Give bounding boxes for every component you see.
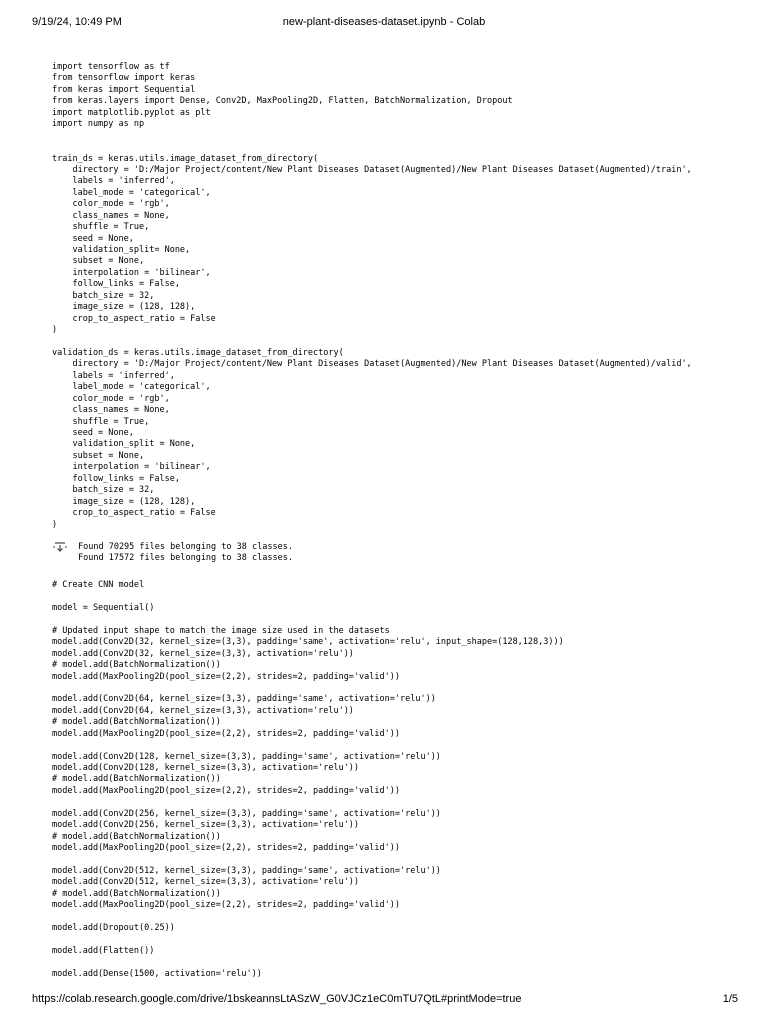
code-cell-cnn-model[interactable] (52, 580, 564, 980)
code-line: from tensorflow import keras (52, 73, 196, 84)
code-line (52, 957, 564, 968)
code-line: # Updated input shape to match the image size used in the datasets (52, 625, 390, 636)
code-line: label_mode = 'categorical', (52, 187, 211, 198)
code-line: batch_size = 32, (52, 290, 155, 301)
code-line: # model.add(BatchNormalization()) (52, 774, 221, 785)
code-line: label_mode = 'categorical', (52, 382, 211, 393)
code-line: follow_links = False, (52, 279, 180, 290)
code-line: model.add(Conv2D(256, kernel_size=(3,3), padding='same', activation='relu')) (52, 808, 441, 819)
code-line: model.add(Dense(1500, activation='relu')) (52, 968, 262, 979)
code-line: directory = 'D:/Major Project/content/New Plant Diseases Dataset(Augmented)/New Plant Diseases Dataset(Augmented)/valid', (52, 359, 692, 370)
code-line: model.add(Conv2D(64, kernel_size=(3,3), activation='relu')) (52, 705, 354, 716)
code-line (52, 683, 564, 694)
code-cell-imports-datasets[interactable] (52, 62, 692, 531)
code-line: seed = None, (52, 233, 134, 244)
code-line: shuffle = True, (52, 416, 150, 427)
code-line: labels = 'inferred', (52, 176, 175, 187)
code-line: model.add(MaxPooling2D(pool_size=(2,2), strides=2, padding='valid')) (52, 785, 400, 796)
page-url[interactable]: https://colab.research.google.com/drive/1bskeannsLtASzW_G0VJCz1eC0mTU7QtL#printMode=true (32, 993, 522, 1005)
page-number: 1/5 (722, 993, 738, 1005)
code-line: model.add(Conv2D(128, kernel_size=(3,3), padding='same', activation='relu')) (52, 751, 441, 762)
code-line: Found 70295 files belonging to 38 classes. (78, 542, 293, 552)
code-line: train_ds = keras.utils.image_dataset_from_directory( (52, 153, 319, 164)
code-line: model.add(MaxPooling2D(pool_size=(2,2), strides=2, padding='valid')) (52, 671, 400, 682)
code-line: model.add(Conv2D(64, kernel_size=(3,3), padding='same', activation='relu')) (52, 694, 436, 705)
code-line: labels = 'inferred', (52, 370, 175, 381)
code-line: model = Sequential() (52, 602, 155, 613)
output-toggle-icon[interactable] (52, 541, 68, 553)
cell-output (78, 542, 293, 564)
code-line (52, 142, 692, 153)
code-line: follow_links = False, (52, 473, 180, 484)
code-line: class_names = None, (52, 405, 170, 416)
code-line: # model.add(BatchNormalization()) (52, 831, 221, 842)
code-line: from keras import Sequential (52, 84, 196, 95)
code-line: color_mode = 'rgb', (52, 393, 170, 404)
code-line: model.add(Dropout(0.25)) (52, 923, 175, 934)
code-line: crop_to_aspect_ratio = False (52, 313, 216, 324)
code-line: import matplotlib.pyplot as plt (52, 107, 211, 118)
code-line: ) (52, 519, 58, 530)
code-line (52, 131, 692, 142)
code-line: seed = None, (52, 428, 134, 438)
code-line: model.add(Conv2D(128, kernel_size=(3,3), activation='relu')) (52, 763, 360, 773)
code-line: model.add(Conv2D(32, kernel_size=(3,3), padding='same', activation='relu', input_shape=(128,128,3))) (52, 637, 564, 648)
code-line: # model.add(BatchNormalization()) (52, 888, 221, 899)
code-line: image_size = (128, 128), (52, 496, 196, 507)
code-line: subset = None, (52, 256, 145, 267)
code-line: # Create CNN model (52, 580, 145, 590)
code-line: model.add(MaxPooling2D(pool_size=(2,2), strides=2, padding='valid')) (52, 728, 400, 739)
code-line: import numpy as np (52, 119, 145, 130)
code-line: image_size = (128, 128), (52, 302, 196, 313)
code-line (52, 591, 564, 602)
code-line: directory = 'D:/Major Project/content/New Plant Diseases Dataset(Augmented)/New Plant Diseases Dataset(Augmented)/train', (52, 164, 692, 175)
code-line (52, 740, 564, 751)
code-line: model.add(MaxPooling2D(pool_size=(2,2), strides=2, padding='valid')) (52, 900, 400, 911)
code-line: # model.add(BatchNormalization()) (52, 717, 221, 728)
code-line: model.add(Conv2D(32, kernel_size=(3,3), activation='relu')) (52, 648, 354, 659)
code-line: subset = None, (52, 450, 145, 461)
code-line (52, 614, 564, 625)
page-title: new-plant-diseases-dataset.ipynb - Colab (282, 16, 486, 28)
code-line (52, 337, 692, 348)
code-line: from keras.layers import Dense, Conv2D, MaxPooling2D, Flatten, BatchNormalization, Dropout (52, 96, 513, 107)
code-line: batch_size = 32, (52, 485, 155, 496)
code-line: ) (52, 325, 58, 336)
code-line: import tensorflow as tf (52, 62, 170, 72)
code-line: crop_to_aspect_ratio = False (52, 508, 216, 519)
code-line: interpolation = 'bilinear', (52, 267, 211, 278)
code-line: model.add(Conv2D(512, kernel_size=(3,3), padding='same', activation='relu')) (52, 865, 441, 876)
code-line: # model.add(BatchNormalization()) (52, 660, 221, 671)
code-line: model.add(Flatten()) (52, 946, 155, 956)
code-line: color_mode = 'rgb', (52, 199, 170, 210)
code-line: Found 17572 files belonging to 38 classes. (78, 553, 293, 563)
code-line: model.add(MaxPooling2D(pool_size=(2,2), strides=2, padding='valid')) (52, 843, 400, 854)
code-line: validation_ds = keras.utils.image_dataset_from_directory( (52, 347, 344, 358)
code-line: model.add(Conv2D(256, kernel_size=(3,3), activation='relu')) (52, 820, 360, 831)
print-timestamp: 9/19/24, 10:49 PM (32, 16, 122, 28)
code-line (52, 797, 564, 808)
code-line (52, 855, 564, 866)
code-line (52, 935, 564, 946)
code-line: interpolation = 'bilinear', (52, 462, 211, 473)
code-line: validation_split= None, (52, 245, 191, 255)
code-line (52, 912, 564, 923)
code-line: model.add(Conv2D(512, kernel_size=(3,3), activation='relu')) (52, 877, 360, 888)
code-line: validation_split = None, (52, 439, 196, 450)
code-line: class_names = None, (52, 210, 170, 221)
code-line: shuffle = True, (52, 222, 150, 233)
